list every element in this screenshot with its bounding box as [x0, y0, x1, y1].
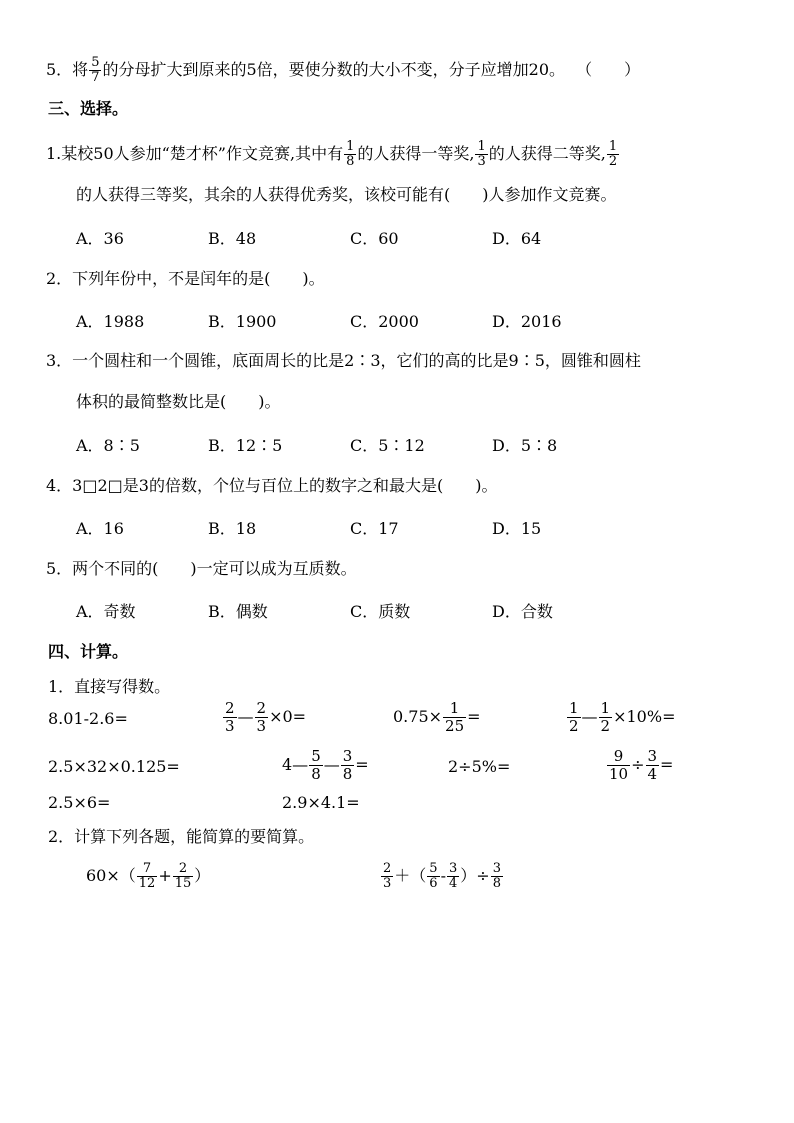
- choice-question-1: 1.某校50人参加“楚才杯”作文竞赛,其中有 $\frac{1}{8}$ 的人获得一等奖, $\frac{1}{3}$ 的人获得二等奖, $\frac{1}{2}$: [46, 139, 618, 169]
- option-d[interactable]: D．64: [492, 229, 542, 248]
- fraction: $\frac{5}{7}$: [91, 55, 100, 85]
- choice-question-3-line2: 体积的最简整数比是( )。: [76, 392, 281, 411]
- option-d[interactable]: D．5∶8: [492, 436, 558, 455]
- option-b[interactable]: B．18: [208, 519, 257, 538]
- option-a[interactable]: A．36: [76, 229, 124, 248]
- option-a[interactable]: A．16: [76, 519, 124, 538]
- answer-parentheses[interactable]: （ ）: [576, 60, 641, 79]
- option-a[interactable]: A．奇数: [76, 602, 136, 621]
- calc-item: 2.9×4.1=: [282, 793, 360, 812]
- choice-question-1-line2: 的人获得三等奖，其余的人获得优秀奖，该校可能有( )人参加作文竞赛。: [76, 185, 617, 204]
- calc-item: 2.5×32×0.125=: [48, 757, 180, 776]
- option-c[interactable]: C．5∶12: [350, 436, 425, 455]
- option-b[interactable]: B．1900: [208, 312, 277, 331]
- option-b[interactable]: B．偶数: [208, 602, 268, 621]
- option-c[interactable]: C．质数: [350, 602, 411, 621]
- option-c[interactable]: C．17: [350, 519, 399, 538]
- calc-part1-title: 1．直接写得数。: [48, 677, 171, 696]
- calc-item: 8.01-2.6=: [48, 709, 128, 728]
- fraction: $\frac{1}{8}$: [346, 139, 355, 169]
- calc-item: $\frac{9}{10}$ ÷ $\frac{3}{4}$ =: [609, 747, 674, 783]
- choice-question-2: 2．下列年份中，不是闰年的是( )。: [46, 269, 325, 288]
- calc-item: 2÷5%=: [448, 757, 511, 776]
- fraction: $\frac{1}{2}$: [608, 139, 618, 169]
- option-b[interactable]: B．12∶5: [208, 436, 283, 455]
- option-a[interactable]: A．8∶5: [76, 436, 140, 455]
- judge5-text: 的分母扩大到原来的5倍，要使分数的大小不变，分子应增加20。: [102, 60, 566, 79]
- judge-question-5: [46, 56, 640, 85]
- section-title-calc: 四、计算。: [48, 642, 129, 661]
- choice-question-3: 3．一个圆柱和一个圆锥，底面周长的比是2∶3，它们的高的比是9∶5，圆锥和圆柱: [46, 351, 641, 370]
- option-d[interactable]: D．15: [492, 519, 542, 538]
- calc-item: 0.75× $\frac{1}{25}$ =: [393, 699, 481, 735]
- option-b[interactable]: B．48: [208, 229, 257, 248]
- calc-expression-1: 60×（ $\frac{7}{12}$ + $\frac{2}{15}$ ）: [86, 861, 211, 891]
- option-a[interactable]: A．1988: [76, 312, 145, 331]
- calc-item: $\frac{1}{2}$ — $\frac{1}{2}$ ×10%=: [569, 699, 676, 735]
- calc-expression-2: $\frac{2}{3}$ ＋（ $\frac{5}{6}$ - $\frac{3}{4}$ ）÷ $\frac{3}{8}$: [383, 861, 501, 891]
- section-title-choice: 三、选择。: [48, 99, 129, 118]
- judge5-prefix: 5．将: [46, 60, 89, 79]
- choice-question-4: 4．3□2□是3的倍数，个位与百位上的数字之和最大是( )。: [46, 476, 498, 495]
- choice-question-5: 5．两个不同的( )一定可以成为互质数。: [46, 559, 357, 578]
- fraction: $\frac{1}{3}$: [477, 139, 486, 169]
- option-c[interactable]: C．2000: [350, 312, 419, 331]
- calc-item: 2.5×6=: [48, 793, 111, 812]
- option-d[interactable]: D．2016: [492, 312, 562, 331]
- calc-part2-title: 2．计算下列各题，能简算的要简算。: [48, 827, 315, 846]
- calc-item: 4— $\frac{5}{8}$ — $\frac{3}{8}$ =: [282, 747, 369, 783]
- option-d[interactable]: D．合数: [492, 602, 553, 621]
- option-c[interactable]: C．60: [350, 229, 399, 248]
- calc-item: $\frac{2}{3}$ — $\frac{2}{3}$ ×0=: [225, 699, 307, 735]
